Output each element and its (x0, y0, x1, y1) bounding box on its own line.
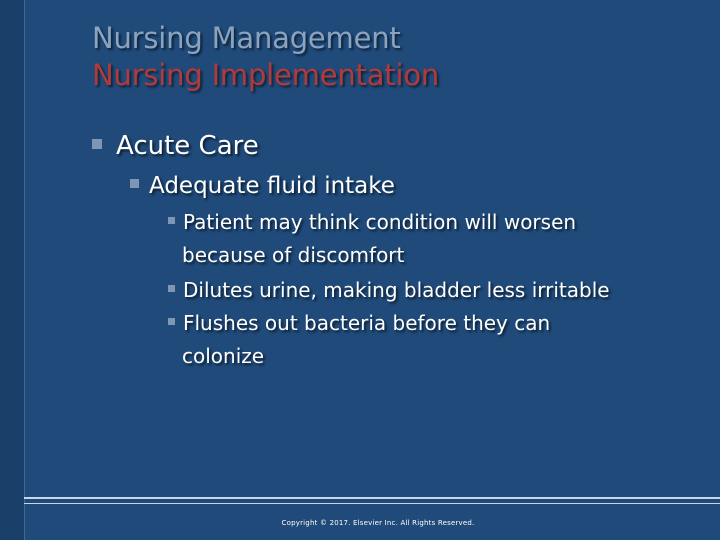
bullet-text: Acute Care (116, 131, 259, 161)
bullet-continuation: because of discomfort (182, 243, 405, 267)
bullet-level-2 (130, 170, 395, 202)
square-bullet-icon (130, 179, 139, 188)
square-bullet-icon (168, 318, 175, 325)
bullet-level-3 (168, 206, 576, 239)
square-bullet-icon (92, 139, 102, 149)
title-line-1: Nursing Management (92, 21, 401, 55)
bullet-level-3 (168, 274, 610, 307)
copyright-text: Copyright © 2017. Elsevier Inc. All Rights Reserved. (281, 519, 475, 527)
square-bullet-icon (168, 285, 175, 292)
footer-divider (24, 497, 720, 507)
title-line-2: Nursing Implementation (92, 58, 440, 92)
bullet-continuation: colonize (182, 344, 265, 368)
footer-rule-thick (24, 497, 720, 499)
bullet-text: Adequate fluid intake (149, 173, 395, 199)
bullet-text: Dilutes urine, making bladder less irritable (183, 278, 610, 302)
left-decor-band (0, 0, 25, 540)
bullet-text: Flushes out bacteria before they can (183, 311, 551, 335)
square-bullet-icon (168, 217, 175, 224)
slide-title (92, 20, 439, 94)
bullet-level-3 (168, 307, 550, 340)
bullet-text: Patient may think condition will worsen (183, 210, 577, 234)
bullet-level-1 (92, 128, 259, 164)
footer-rule-thin (24, 503, 720, 504)
